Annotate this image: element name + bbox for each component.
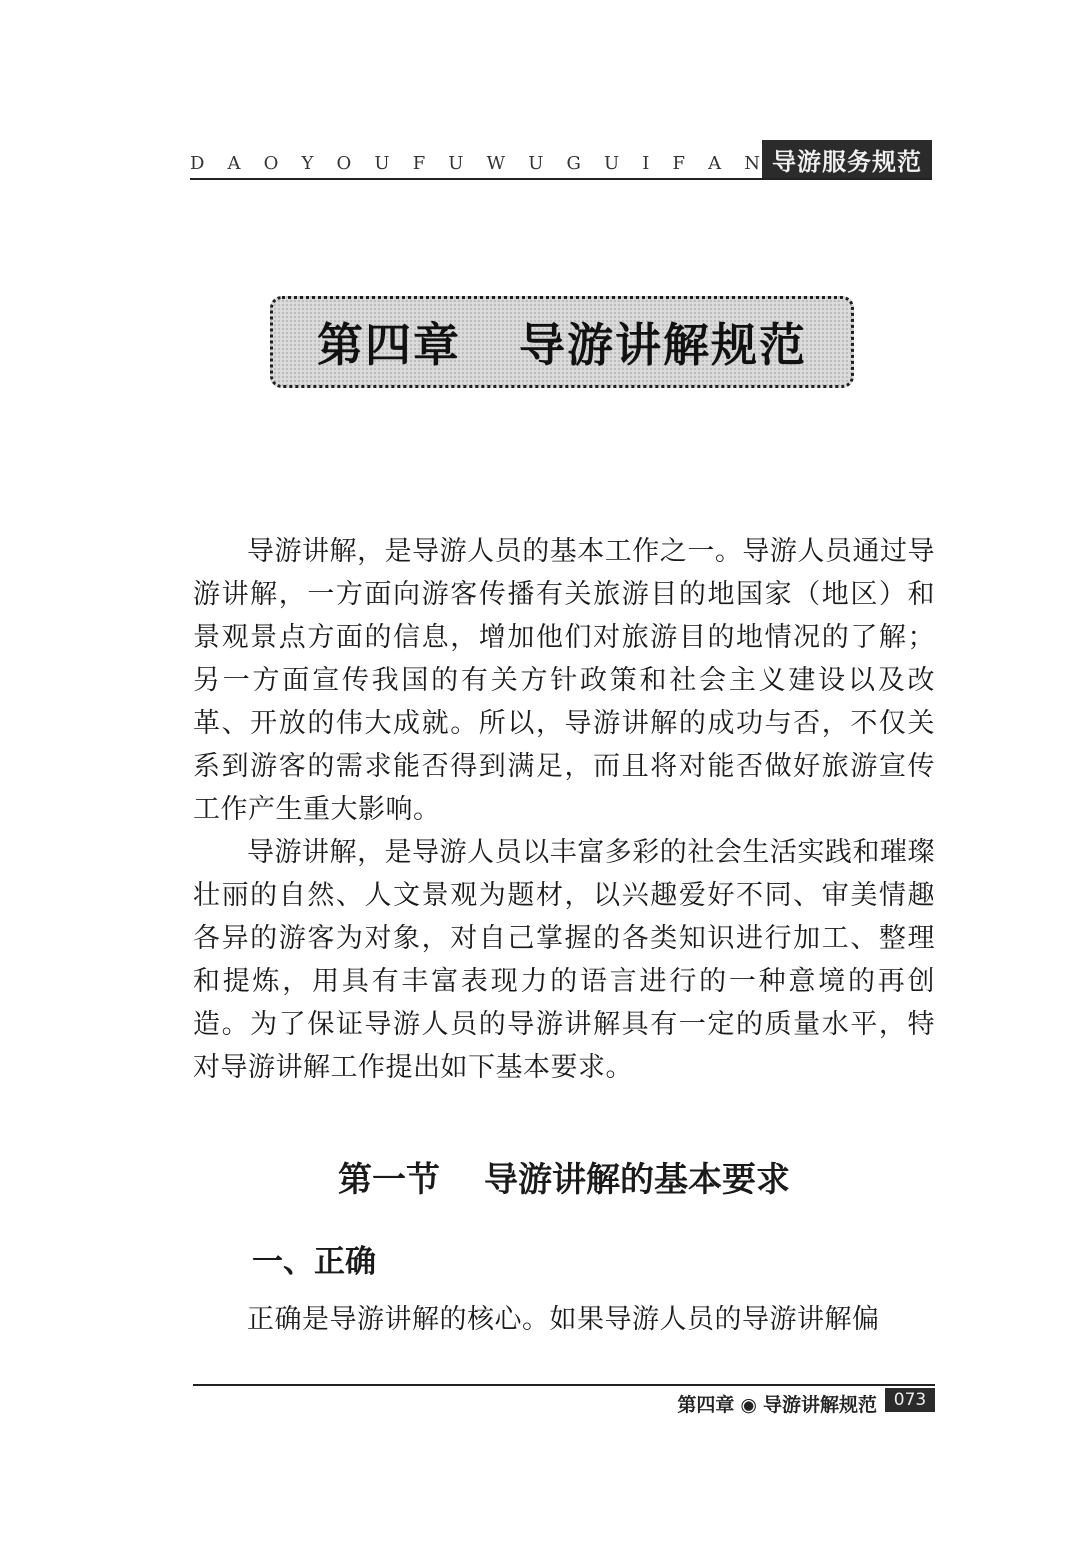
chapter-banner <box>270 296 854 388</box>
header-letter: A <box>227 153 241 174</box>
footer-chapter-number: 第四章 <box>677 1394 735 1416</box>
running-footer <box>193 1384 935 1414</box>
page-number: 073 <box>885 1388 935 1412</box>
section-number: 第一节 <box>338 1160 440 1200</box>
header-letter: G <box>566 153 581 174</box>
footer-chapter-label <box>677 1390 877 1417</box>
header-letter: U <box>448 153 464 174</box>
section-heading <box>193 1152 935 1201</box>
header-letter: O <box>336 153 352 174</box>
header-letter: U <box>374 153 390 174</box>
header-letter: I <box>642 153 650 174</box>
header-letter: U <box>603 153 620 174</box>
header-letter: A <box>708 153 722 174</box>
header-letter: F <box>412 153 426 174</box>
header-letter: Y <box>301 153 314 174</box>
body-text <box>193 530 935 1089</box>
chapter-title: 导游讲解规范 <box>519 318 807 372</box>
header-letter: D <box>190 153 205 174</box>
footer-chapter-title: 导游讲解规范 <box>762 1394 877 1416</box>
header-latin-title <box>190 153 760 174</box>
header-letter: F <box>672 153 685 174</box>
paragraph: 正确是导游讲解的核心。如果导游人员的导游讲解偏 <box>247 1304 880 1335</box>
running-header <box>190 138 932 180</box>
chapter-number: 第四章 <box>317 318 461 372</box>
paragraph: 导游讲解，是导游人员的基本工作之一。导游人员通过导游讲解，一方面向游客传播有关旅游目的地国家（地区）和景观景点方面的信息，增加他们对旅游目的地情况的了解；另一方面宣传我国的有关方针政策和社会主义建设以及改革、开放的伟大成就。所以，导游讲解的成功与否，不仅关系到游客的需求能否得到满足，而且将对能否做好旅游宣传工作产生重大影响。 <box>193 536 935 825</box>
header-letter: W <box>486 153 506 174</box>
header-letter: N <box>744 153 760 174</box>
subsection-heading: 一、正确 <box>252 1244 376 1280</box>
header-letter: U <box>528 153 544 174</box>
header-book-title: 导游服务规范 <box>762 140 932 178</box>
header-letter: O <box>263 153 279 174</box>
bullet-icon: ◉ <box>740 1394 757 1416</box>
paragraph: 导游讲解，是导游人员以丰富多彩的社会生活实践和璀璨壮丽的自然、人文景观为题材，以兴趣爱好不同、审美情趣各异的游客为对象，对自己掌握的各类知识进行加工、整理和提炼，用具有丰富表现力的语言进行的一种意境的再创造。为了保证导游人员的导游讲解具有一定的质量水平，特对导游讲解工作提出如下基本要求。 <box>193 837 935 1083</box>
section-title: 导游讲解的基本要求 <box>484 1160 790 1200</box>
